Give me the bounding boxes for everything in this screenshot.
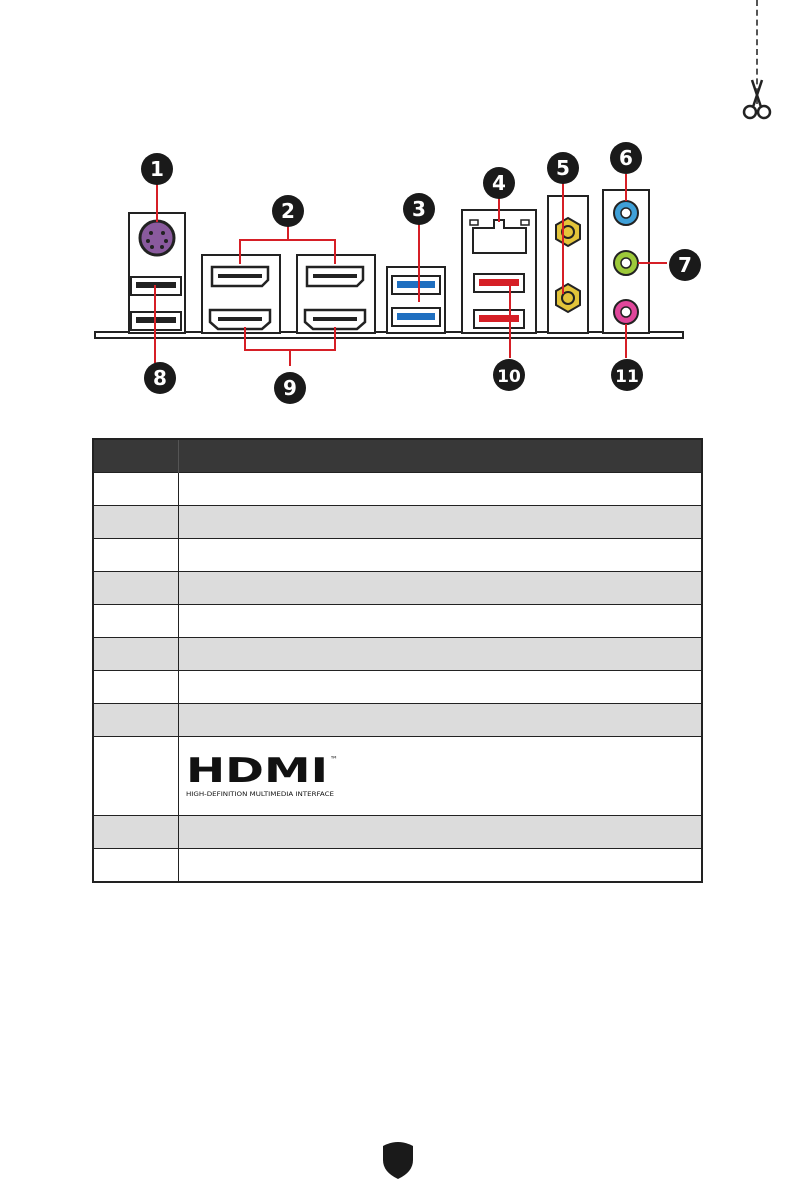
callout-8 — [144, 362, 176, 394]
callout-3 — [403, 193, 435, 225]
callout-label: 10 — [497, 367, 521, 387]
table-row — [93, 572, 702, 605]
row-description — [179, 539, 703, 572]
row-number — [93, 816, 179, 849]
ps2-port — [140, 221, 174, 255]
callout-1 — [141, 153, 173, 185]
callout-label: 7 — [678, 253, 692, 277]
callout-4 — [483, 167, 515, 199]
row-number — [93, 473, 179, 506]
callout-7 — [669, 249, 701, 281]
rear-io-diagram — [0, 140, 794, 410]
row-description — [179, 816, 703, 849]
table-row — [93, 849, 702, 882]
callout-label: 6 — [619, 146, 633, 170]
callout-10 — [493, 359, 525, 391]
row-description — [179, 704, 703, 737]
callout-6 — [610, 142, 642, 174]
table-header — [93, 439, 702, 473]
audio-group — [603, 190, 649, 333]
callout-9 — [274, 372, 306, 404]
scissor-icon — [742, 78, 772, 120]
antenna-group — [548, 196, 588, 333]
row-number — [93, 506, 179, 539]
row-number — [93, 539, 179, 572]
table-header-number — [93, 439, 179, 473]
row-description — [179, 572, 703, 605]
table-row — [93, 737, 702, 816]
callout-5 — [547, 152, 579, 184]
callout-2 — [272, 195, 304, 227]
hdmi-wordmark: HDMI — [186, 752, 328, 791]
row-description — [179, 849, 703, 882]
callout-label: 5 — [556, 156, 570, 180]
row-number — [93, 638, 179, 671]
callout-label: 11 — [615, 367, 639, 387]
row-description — [179, 473, 703, 506]
callout-label: 9 — [283, 376, 297, 400]
row-description — [179, 671, 703, 704]
table-row — [93, 704, 702, 737]
lan-usb-red-group — [462, 210, 536, 333]
row-description — [179, 737, 703, 816]
usb-blue-group — [387, 267, 445, 333]
table-row — [93, 473, 702, 506]
table-row — [93, 638, 702, 671]
callout-label: 4 — [492, 171, 506, 195]
table-header-description — [179, 439, 703, 473]
row-number — [93, 704, 179, 737]
row-number — [93, 572, 179, 605]
row-description — [179, 605, 703, 638]
callout-label: 8 — [153, 366, 167, 390]
hdmi-trademark: ™ — [330, 755, 338, 764]
row-number — [93, 737, 179, 816]
callout-label: 3 — [412, 197, 426, 221]
row-description — [179, 506, 703, 539]
hdmi-tagline: HIGH-DEFINITION MULTIMEDIA INTERFACE — [186, 791, 335, 798]
video-ports-group — [202, 255, 375, 333]
io-description-table — [92, 438, 703, 883]
table-row — [93, 605, 702, 638]
row-description — [179, 638, 703, 671]
callout-label: 1 — [150, 157, 164, 181]
table-row — [93, 671, 702, 704]
row-number — [93, 605, 179, 638]
table-row — [93, 539, 702, 572]
row-number — [93, 671, 179, 704]
ps2-usb-group — [129, 213, 185, 333]
hdmi-logo — [186, 752, 338, 800]
table-row — [93, 816, 702, 849]
callout-11 — [611, 359, 643, 391]
table-row — [93, 506, 702, 539]
brand-shield-icon — [381, 1140, 415, 1180]
callout-label: 2 — [281, 199, 295, 223]
row-number — [93, 849, 179, 882]
